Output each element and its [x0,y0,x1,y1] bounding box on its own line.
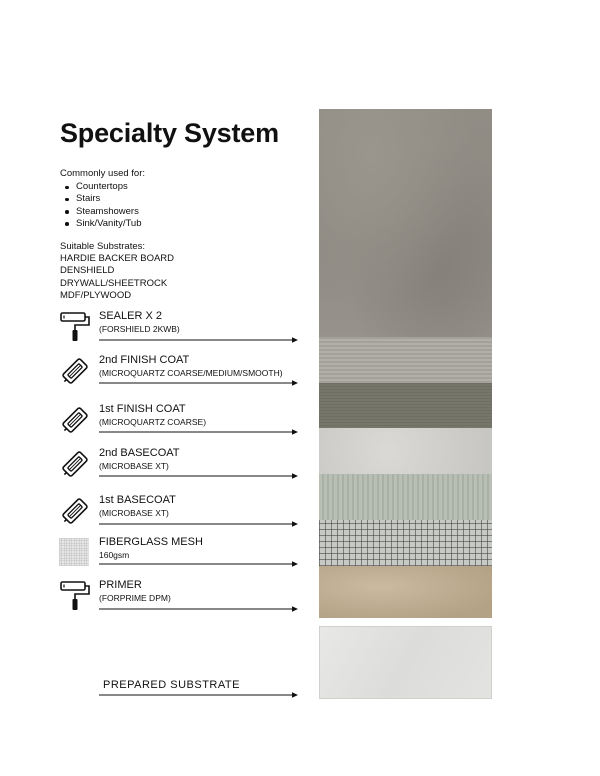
prepared-substrate-label: PREPARED SUBSTRATE [103,679,240,691]
swatch-prepared-substrate [319,626,492,699]
commonly-used-list [60,181,141,230]
page-title: Specialty System [60,118,279,148]
commonly-used-heading: Commonly used for: [60,168,146,179]
layer-name: PRIMER [99,579,142,591]
arrow-icon [99,379,299,387]
layer-product: (MICROBASE XT) [99,508,169,518]
layer-product: (MICROQUARTZ COARSE/MEDIUM/SMOOTH) [99,368,283,378]
mesh-icon [59,538,89,566]
trowel-icon [58,354,92,388]
layer-product: (FORPRIME DPM) [99,593,171,603]
trowel-icon [58,447,92,481]
arrow-icon [99,472,299,480]
list-item: Steamshowers [60,206,141,218]
arrow-icon [99,520,299,528]
substrates-heading: Suitable Substrates: [60,241,146,252]
layer-product: 160gsm [99,550,130,560]
layer-name: 2nd BASECOAT [99,447,180,459]
swatch-basecoat-2 [319,428,492,474]
layer-name: 1st BASECOAT [99,494,176,506]
list-item: MDF/PLYWOOD [60,289,132,301]
arrow-icon [99,336,299,344]
list-item: Stairs [60,193,141,205]
layer-product: (MICROQUARTZ COARSE) [99,417,207,427]
trowel-icon [58,403,92,437]
layer-name: FIBERGLASS MESH [99,536,203,548]
layer-name: 1st FINISH COAT [99,403,186,415]
list-item: DENSHIELD [60,265,115,277]
list-item: Sink/Vanity/Tub [60,218,141,230]
arrow-icon [99,560,299,568]
layer-product: (MICROBASE XT) [99,461,169,471]
arrow-icon [99,605,299,613]
layer-product: (FORSHIELD 2KWB) [99,324,180,334]
list-item: HARDIE BACKER BOARD [60,253,175,264]
swatch-primer [319,566,492,618]
swatch-finish-coat-1 [319,383,492,428]
paint-roller-icon [58,310,92,344]
list-item: Countertops [60,181,141,193]
swatch-basecoat-1 [319,474,492,520]
swatch-fiberglass-mesh [319,520,492,566]
swatch-sealer [319,109,492,337]
layer-name: SEALER X 2 [99,310,162,322]
substrates-list [60,253,174,302]
swatch-finish-coat-2 [319,337,492,383]
arrow-icon [99,691,299,699]
layer-name: 2nd FINISH COAT [99,354,190,366]
paint-roller-icon [58,579,92,613]
arrow-icon [99,428,299,436]
list-item: DRYWALL/SHEETROCK [60,277,168,289]
trowel-icon [58,494,92,528]
